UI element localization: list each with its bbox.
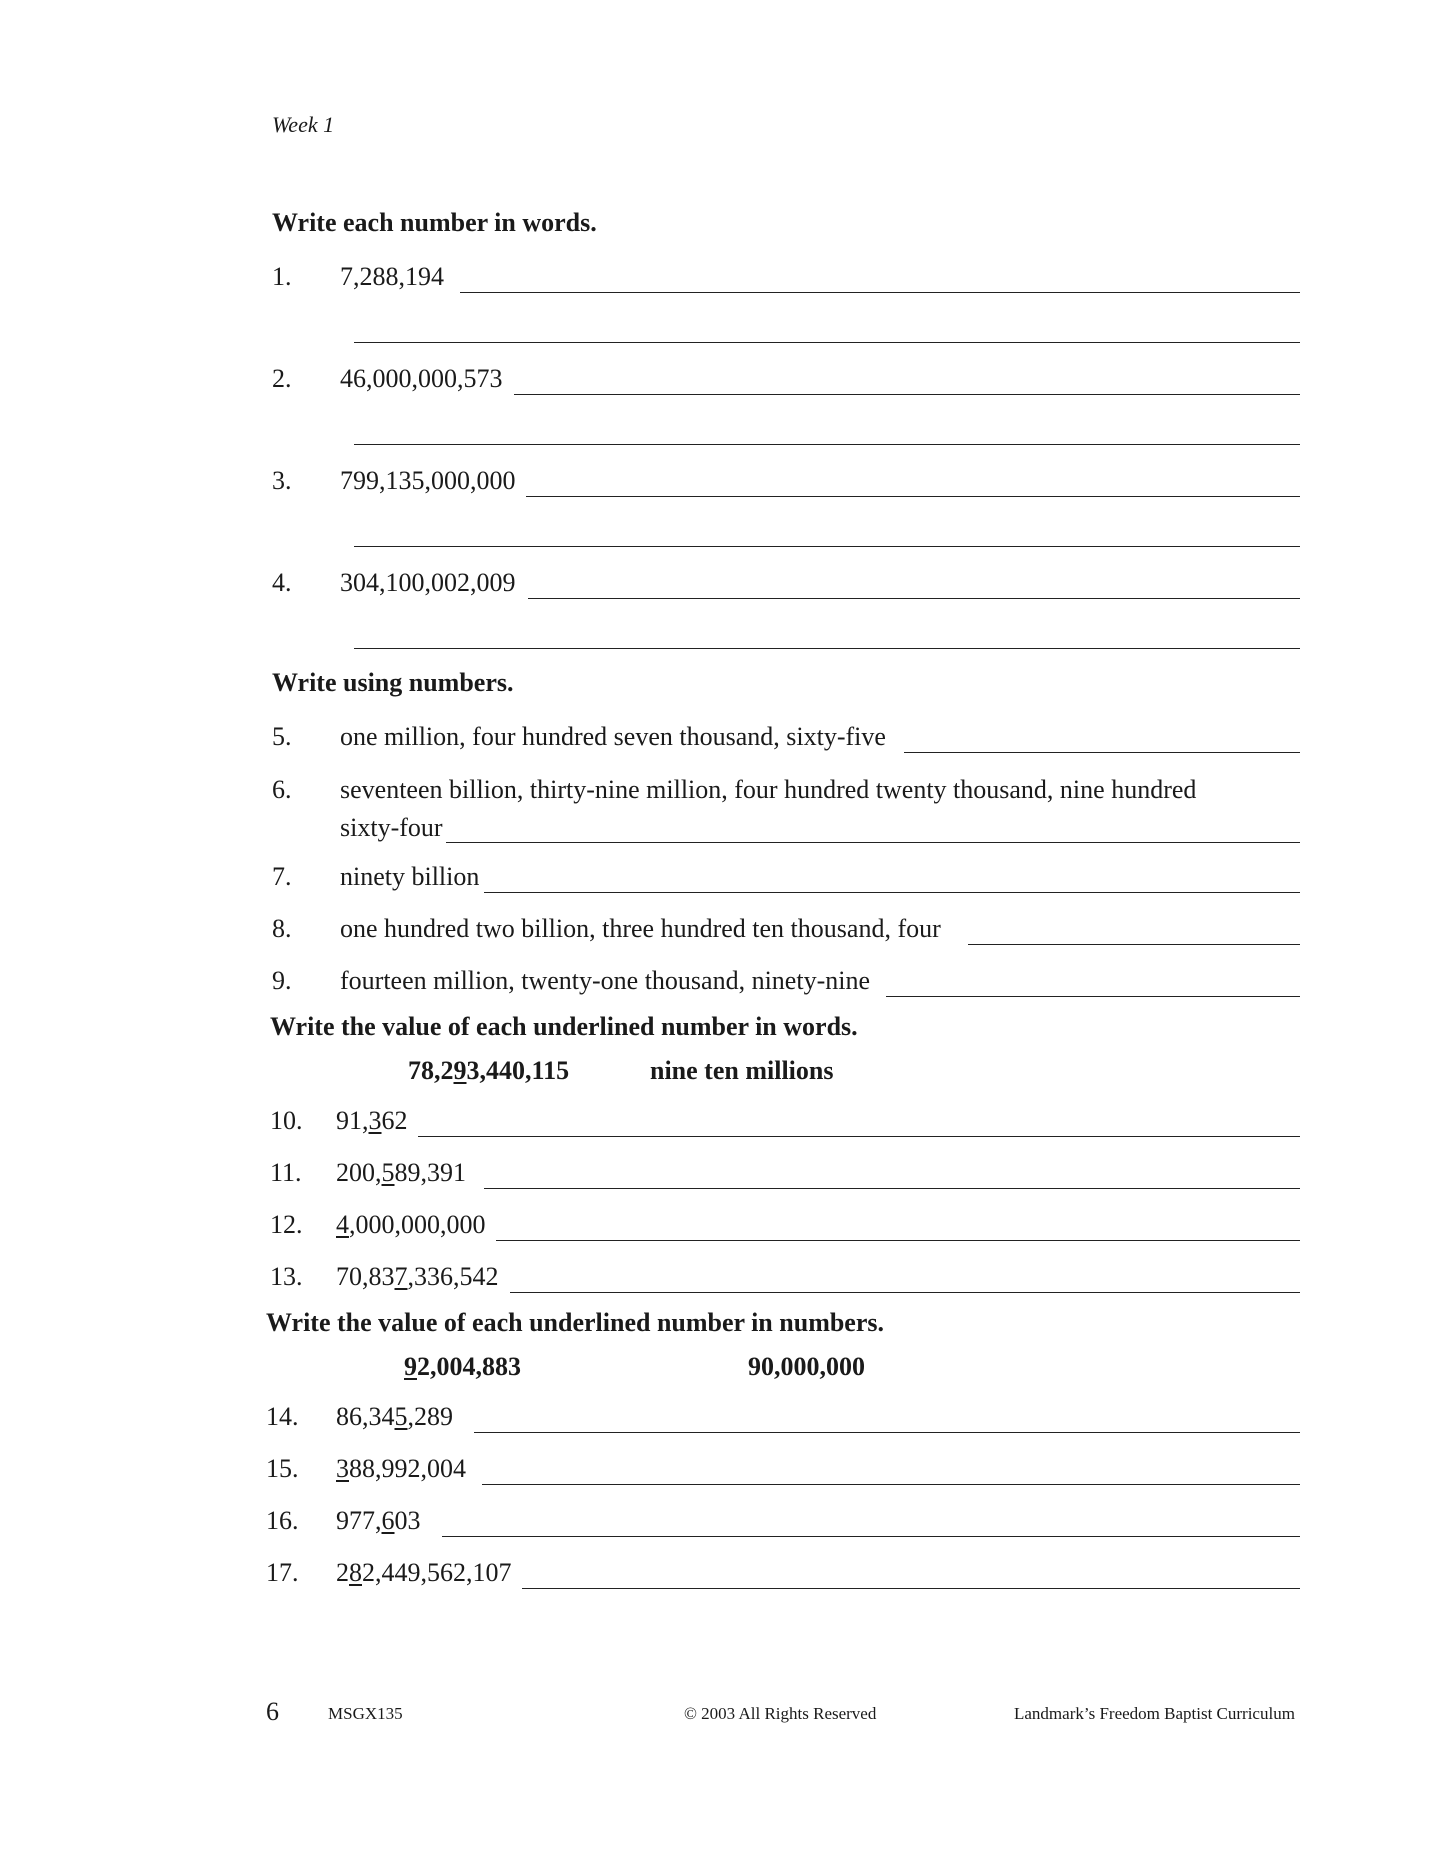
section-heading-words: Write each number in words. (272, 208, 597, 237)
answer-line[interactable] (522, 1588, 1300, 1589)
answer-line[interactable] (904, 752, 1300, 753)
example-answer: 90,000,000 (748, 1352, 865, 1381)
answer-line[interactable] (528, 598, 1300, 599)
answer-line[interactable] (482, 1484, 1300, 1485)
item-text: 91,362 (336, 1106, 408, 1135)
item-text: 977,603 (336, 1506, 421, 1535)
answer-line[interactable] (354, 444, 1300, 445)
answer-line[interactable] (886, 996, 1300, 997)
item-text: 4,000,000,000 (336, 1210, 486, 1239)
copyright: © 2003 All Rights Reserved (684, 1704, 877, 1723)
item-text-continued: sixty-four (340, 813, 443, 842)
item-number: 8. (272, 914, 292, 943)
item-text: one million, four hundred seven thousand, sixty-five (340, 722, 886, 751)
page-number: 6 (266, 1697, 279, 1726)
item-text: 304,100,002,009 (340, 568, 516, 597)
item-text: ninety billion (340, 862, 480, 891)
answer-line[interactable] (446, 842, 1300, 843)
item-number: 17. (266, 1558, 299, 1587)
item-text: 70,837,336,542 (336, 1262, 499, 1291)
section-heading-value-numbers: Write the value of each underlined number in numbers. (266, 1308, 885, 1337)
week-label: Week 1 (272, 112, 335, 137)
answer-line[interactable] (474, 1432, 1300, 1433)
item-number: 7. (272, 862, 292, 891)
item-number: 1. (272, 262, 292, 291)
item-text: 388,992,004 (336, 1454, 466, 1483)
example-answer: nine ten millions (650, 1056, 834, 1085)
item-text: fourteen million, twenty-one thousand, ninety-nine (340, 966, 870, 995)
item-number: 14. (266, 1402, 299, 1431)
item-number: 15. (266, 1454, 299, 1483)
item-text: 799,135,000,000 (340, 466, 516, 495)
item-number: 11. (270, 1158, 302, 1187)
answer-line[interactable] (526, 496, 1300, 497)
answer-line[interactable] (484, 1188, 1300, 1189)
item-number: 16. (266, 1506, 299, 1535)
item-text: 86,345,289 (336, 1402, 453, 1431)
item-text: 200,589,391 (336, 1158, 466, 1187)
answer-line[interactable] (354, 342, 1300, 343)
item-number: 4. (272, 568, 292, 597)
answer-line[interactable] (442, 1536, 1300, 1537)
item-number: 2. (272, 364, 292, 393)
answer-line[interactable] (514, 394, 1300, 395)
example-number: 92,004,883 (404, 1352, 521, 1381)
section-heading-numbers: Write using numbers. (272, 668, 514, 697)
item-number: 10. (270, 1106, 303, 1135)
course-code: MSGX135 (328, 1704, 403, 1723)
answer-line[interactable] (354, 648, 1300, 649)
section-heading-value-words: Write the value of each underlined number in words. (270, 1012, 858, 1041)
publisher: Landmark’s Freedom Baptist Curriculum (1014, 1704, 1295, 1723)
item-number: 6. (272, 775, 292, 804)
item-number: 3. (272, 466, 292, 495)
answer-line[interactable] (510, 1292, 1300, 1293)
item-number: 12. (270, 1210, 303, 1239)
answer-line[interactable] (496, 1240, 1300, 1241)
item-number: 13. (270, 1262, 303, 1291)
item-number: 5. (272, 722, 292, 751)
answer-line[interactable] (484, 892, 1300, 893)
item-text: one hundred two billion, three hundred ten thousand, four (340, 914, 941, 943)
example-number: 78,293,440,115 (408, 1056, 570, 1085)
item-text: 46,000,000,573 (340, 364, 503, 393)
item-number: 9. (272, 966, 292, 995)
answer-line[interactable] (968, 944, 1300, 945)
answer-line[interactable] (418, 1136, 1300, 1137)
answer-line[interactable] (354, 546, 1300, 547)
item-text: seventeen billion, thirty-nine million, four hundred twenty thousand, nine hundred (340, 775, 1197, 804)
item-text: 282,449,562,107 (336, 1558, 512, 1587)
item-text: 7,288,194 (340, 262, 444, 291)
answer-line[interactable] (460, 292, 1300, 293)
